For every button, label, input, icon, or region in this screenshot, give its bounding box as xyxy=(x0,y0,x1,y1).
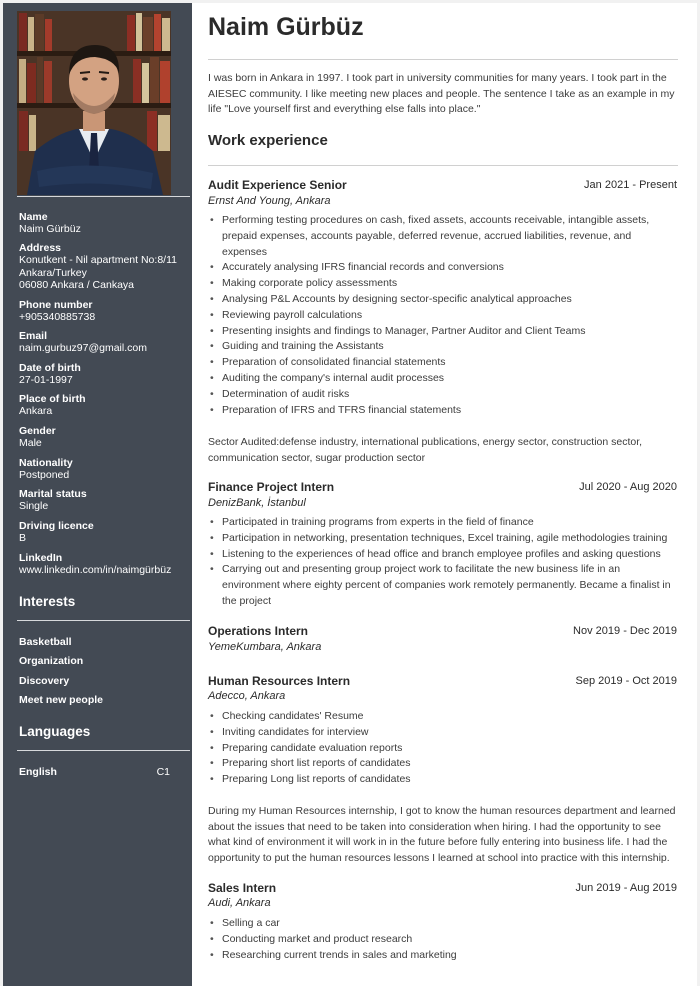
personal-phone xyxy=(19,299,187,324)
job-bullet-list xyxy=(222,515,677,610)
job-company: YemeKumbara, Ankara xyxy=(208,641,322,653)
job-dates: Jun 2019 - Aug 2019 xyxy=(575,882,677,894)
language-name: English xyxy=(19,766,57,778)
personal-label: Gender xyxy=(19,425,56,437)
job-dates: Nov 2019 - Dec 2019 xyxy=(573,625,677,637)
profile-photo xyxy=(17,11,171,195)
personal-value: Single xyxy=(19,500,49,513)
job-company: Ernst And Young, Ankara xyxy=(208,195,331,207)
personal-label: Phone number xyxy=(19,299,93,311)
list-item: • Preparation of consolidated financial statements xyxy=(222,355,677,371)
about-paragraph: I was born in Ankara in 1997. I took part in university communities for many years. I took part in the AIESEC community. I like meeting new places and people. The sentence I take as an example in my life "Love yourself first and everything else falls into place." xyxy=(208,72,675,116)
personal-label: Place of birth xyxy=(19,393,86,405)
personal-label: Name xyxy=(19,211,48,223)
job-dates: Sep 2019 - Oct 2019 xyxy=(575,675,677,687)
work-experience-heading: Work experience xyxy=(208,132,328,149)
job-company: Adecco, Ankara xyxy=(208,690,286,702)
page-title: Naim Gürbüz xyxy=(208,13,364,41)
personal-label: Address xyxy=(19,242,62,254)
list-item: • Listening to the experiences of head office and branch employee profiles and asking questions xyxy=(222,547,677,563)
personal-place-of-birth xyxy=(19,393,187,418)
job-bullet-list xyxy=(222,916,677,963)
list-item: • Carrying out and presenting group project work to facilitate the new business life in an environment where eighty percent of companies work remotely permanently. Became a finalist in the project xyxy=(222,562,677,609)
list-item: • Reviewing payroll calculations xyxy=(222,308,677,324)
list-item: • Performing testing procedures on cash, fixed assets, accounts receivable, intangible assets, prepaid expenses, accounts payable, deferred revenue, accrued liabilities, revenue, and expenses xyxy=(222,213,677,260)
job-bullet-list xyxy=(222,213,677,418)
personal-value: Konutkent - Nil apartment No:8/11 Ankara/Turkey 06080 Ankara / Cankaya xyxy=(19,254,177,291)
list-item: • Preparing short list reports of candidates xyxy=(222,756,677,772)
work-divider xyxy=(208,165,678,166)
list-item: • Preparation of IFRS and TFRS financial statements xyxy=(222,403,677,419)
list-item: • Inviting candidates for interview xyxy=(222,725,677,741)
personal-label: Driving licence xyxy=(19,520,94,532)
list-item: • Selling a car xyxy=(222,916,677,932)
personal-value[interactable]: naim.gurbuz97@gmail.com xyxy=(19,342,147,355)
personal-value: Ankara xyxy=(19,405,53,418)
list-item: • Checking candidates' Resume xyxy=(222,709,677,725)
sidebar xyxy=(3,3,192,986)
sidebar-divider xyxy=(17,196,190,197)
personal-label: Date of birth xyxy=(19,362,81,374)
personal-date-of-birth xyxy=(19,362,187,387)
list-item: • Participated in training programs from experts in the field of finance xyxy=(222,515,677,531)
list-item: • Auditing the company's internal audit processes xyxy=(222,371,677,387)
personal-address xyxy=(19,242,187,291)
list-item: • Preparing candidate evaluation reports xyxy=(222,741,677,757)
personal-linkedin xyxy=(19,552,187,577)
interest-item: Discovery xyxy=(19,675,70,687)
personal-value[interactable]: www.linkedin.com/in/naimgürbüz xyxy=(19,564,172,577)
personal-value: Male xyxy=(19,437,42,450)
personal-gender xyxy=(19,425,187,450)
personal-value: B xyxy=(19,532,27,545)
personal-label: Email xyxy=(19,330,48,342)
list-item: • Conducting market and product research xyxy=(222,932,677,948)
job-note: During my Human Resources internship, I got to know the human resources department and learned about the issues that need to be taken into consideration when hiring. I had the opportunity to see what kind of environment it will work in in the future before fully entering into business life. I had the opportunity to put the human resources lessons I learned at school into practice with this internship. xyxy=(208,805,676,864)
title-divider xyxy=(208,59,678,60)
main-content xyxy=(192,3,697,986)
job-dates: Jul 2020 - Aug 2020 xyxy=(579,481,677,493)
personal-marital-status xyxy=(19,488,187,513)
personal-value: Naim Gürbüz xyxy=(19,223,81,236)
interest-item: Basketball xyxy=(19,636,72,648)
languages-heading: Languages xyxy=(19,724,91,739)
list-item: • Accurately analysing IFRS financial records and conversions xyxy=(222,260,677,276)
language-level: C1 xyxy=(156,766,170,778)
job-company: Audi, Ankara xyxy=(208,897,271,909)
personal-email xyxy=(19,330,187,355)
personal-value: Postponed xyxy=(19,469,70,482)
list-item: • Preparing Long list reports of candidates xyxy=(222,772,677,788)
interests-heading: Interests xyxy=(19,594,76,609)
job-dates: Jan 2021 - Present xyxy=(584,179,677,191)
job-title: Sales Intern xyxy=(208,881,277,895)
job-note: Sector Audited:defense industry, international publications, energy sector, construction sector, communication sector, sugar production sector xyxy=(208,436,643,464)
list-item: • Researching current trends in sales and marketing xyxy=(222,948,677,964)
languages-divider xyxy=(17,750,190,751)
list-item: • Determination of audit risks xyxy=(222,387,677,403)
list-item: • Participation in networking, presentation techniques, Excel training, agile methodologies training xyxy=(222,531,677,547)
job-title: Finance Project Intern xyxy=(208,480,335,494)
job-bullet-list xyxy=(222,709,677,788)
list-item: • Making corporate policy assessments xyxy=(222,276,677,292)
personal-name xyxy=(19,211,187,236)
job-title: Human Resources Intern xyxy=(208,674,351,688)
personal-driving-licence xyxy=(19,520,187,545)
list-item: • Guiding and training the Assistants xyxy=(222,339,677,355)
interest-item: Organization xyxy=(19,655,84,667)
personal-value: +905340885738 xyxy=(19,311,96,324)
interest-item: Meet new people xyxy=(19,694,104,706)
list-item: • Analysing P&L Accounts by designing sector-specific analytical approaches xyxy=(222,292,677,308)
personal-label: Marital status xyxy=(19,488,87,500)
job-company: DenizBank, İstanbul xyxy=(208,497,306,509)
job-title: Operations Intern xyxy=(208,624,309,638)
interests-divider xyxy=(17,620,190,621)
personal-label: Nationality xyxy=(19,457,73,469)
personal-label: LinkedIn xyxy=(19,552,63,564)
personal-value: 27-01-1997 xyxy=(19,374,73,387)
job-title: Audit Experience Senior xyxy=(208,178,347,192)
list-item: • Presenting insights and findings to Manager, Partner Auditor and Client Teams xyxy=(222,324,677,340)
personal-nationality xyxy=(19,457,187,482)
